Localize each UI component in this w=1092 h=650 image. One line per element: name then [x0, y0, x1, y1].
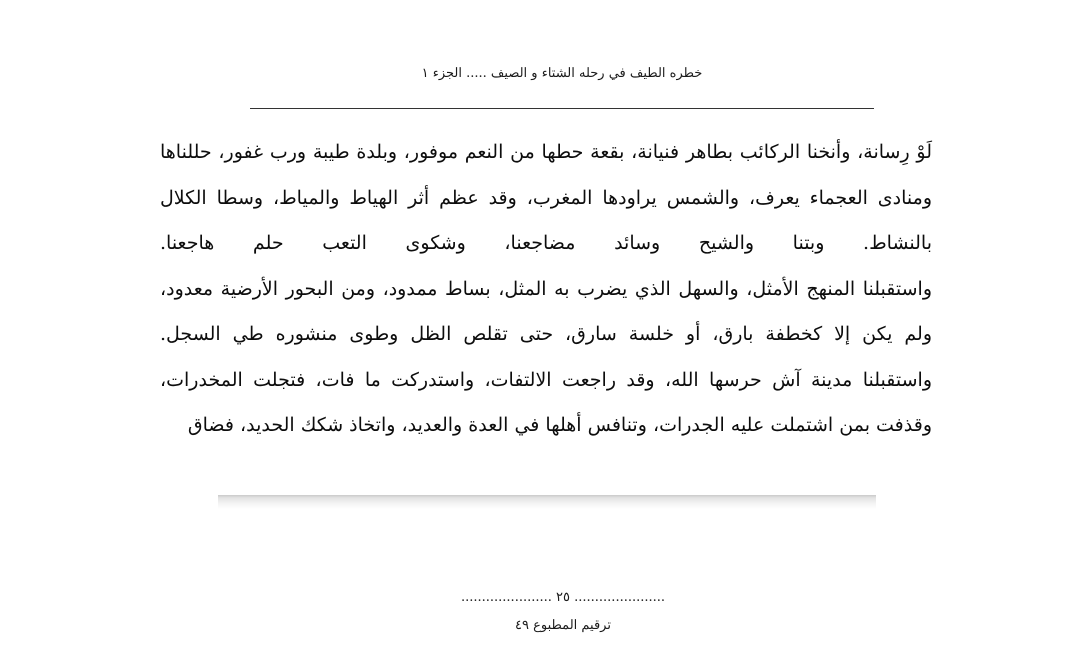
page-bottom-divider	[218, 495, 876, 509]
page-number: ...................... ٢٥ ......................	[460, 590, 666, 605]
body-text	[160, 130, 932, 449]
paragraph: واستقبلنا مدينة آش حرسها الله، وقد راجعت الالتفات، واستدركت ما فات، فتجلت المخدرات، وقذفت بمن اشتملت عليه الجدرات، وتنافس أهلها في العدة والعديد، واتخاذ شكك الحديد، فضاق	[160, 368, 932, 436]
paragraph: واستقبلنا المنهج الأمثل، والسهل الذي يضرب به المثل، بساط ممدود، ومن البحور الأرضية معدود، ولم يكن إلا كخطفة بارق، أو خلسة سارق، حتى تقلص الظل وطوى منشوره طي السجل.	[160, 277, 932, 345]
running-header: خطره الطيف في رحله الشتاء و الصيف ..... الجزء ١	[421, 66, 703, 81]
header-divider	[250, 108, 874, 109]
paragraph: لَوْ رِسانة، وأنخنا الركائب بطاهر فنيانة، بقعة حطها من النعم موفور، وبلدة طيبة ورب غفور، حللناها ومنادى العجماء يعرف، والشمس يراودها المغرب، وقد عظم أثر الهياط والمياط، وسطا الكلال بالنشاط. وبتنا والشيح وسائد مضاجعنا، وشكوى التعب حلم هاجعنا.	[160, 141, 932, 254]
print-page-number: ترقيم المطبوع ٤٩	[515, 618, 611, 633]
